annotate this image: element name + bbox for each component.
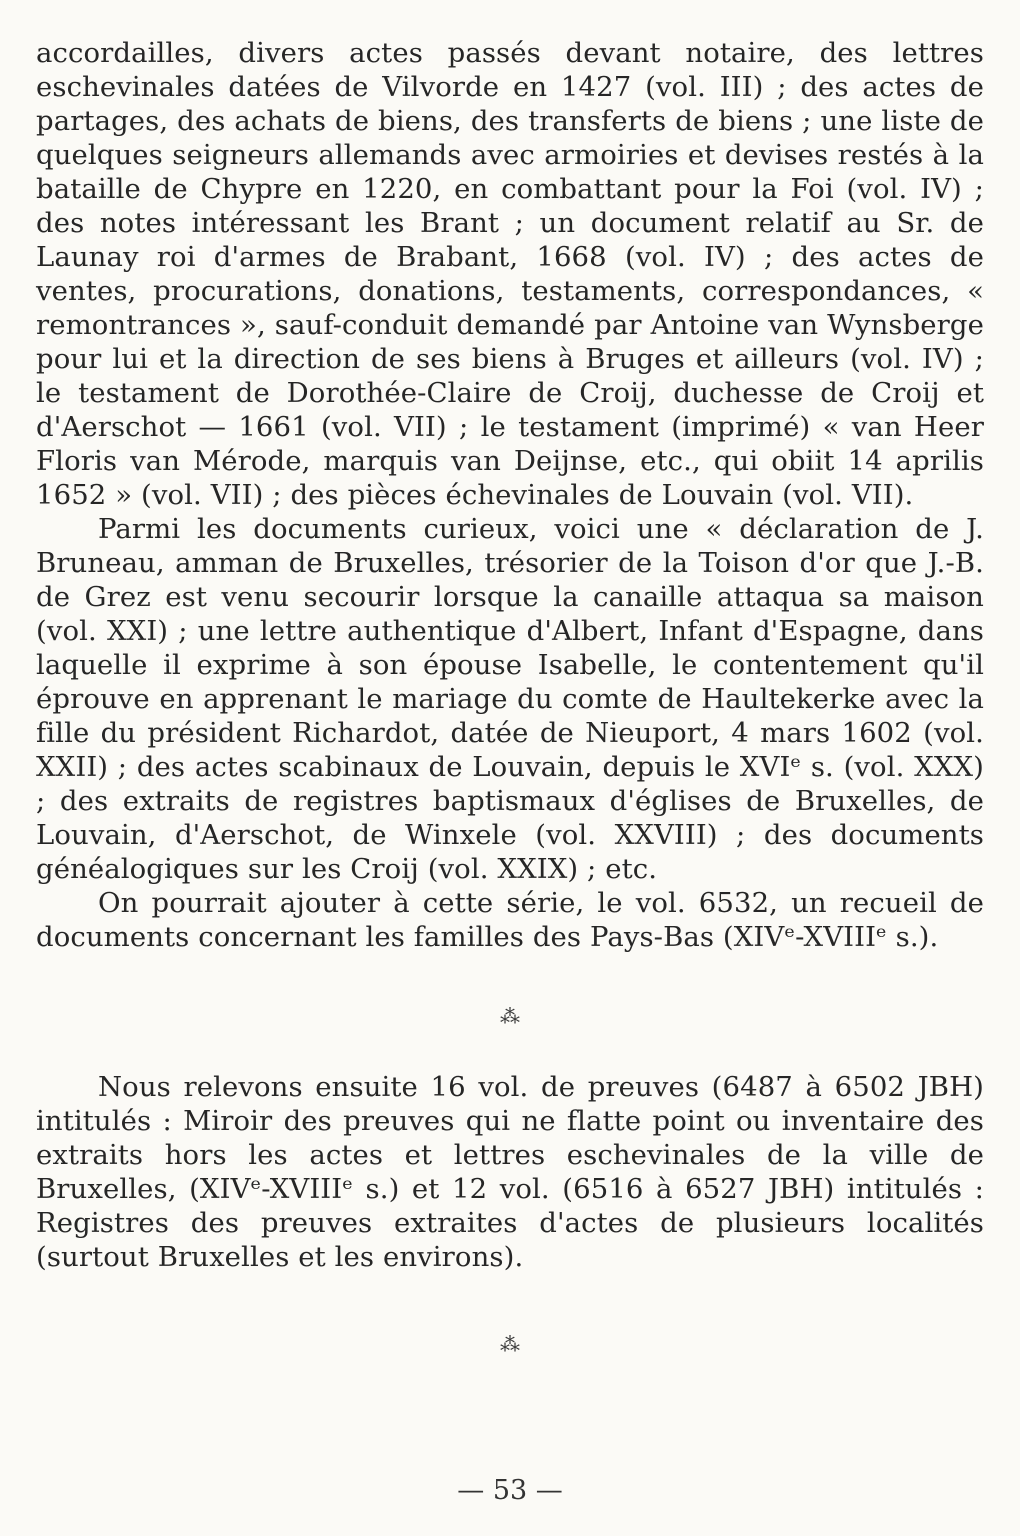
paragraph-3: On pourrait ajouter à cette série, le vol. 6532, un recueil de documents concernant les familles des Pays-Bas (XIVᵉ-XVIIIᵉ s.). bbox=[36, 887, 984, 953]
paragraph-4: Nous relevons ensuite 16 vol. de preuves (6487 à 6502 JBH) intitulés : Miroir des preuves qui ne flatte point ou inventaire des extraits hors les actes et lettres eschevinales de la ville de Bruxelles, (XIVᵉ-XVIIIᵉ s.) et 12 vol. (6516 à 6527 JBH) intitulés : Registres des preuves extraites d'actes de plusieurs localités (surtout Bruxelles et les environs). bbox=[36, 1071, 984, 1273]
paragraph-2: Parmi les documents curieux, voici une « déclaration de J. Bruneau, amman de Bruxelles, trésorier de la Toison d'or que J.-B. de Grez est venu secourir lorsque la canaille attaqua sa maison (vol. XXI) ; une lettre authentique d'Albert, Infant d'Espagne, dans laquelle il exprime à son épouse Isabelle, le contentement qu'il éprouve en apprenant le mariage du comte de Haultekerke avec la fille du président Richardot, datée de Nieuport, 4 mars 1602 (vol. XXII) ; des actes scabinaux de Louvain, depuis le XVIᵉ s. (vol. XXX) ; des extraits de registres baptismaux d'églises de Bruxelles, de Louvain, d'Aerschot, de Winxele (vol. XXVIII) ; des documents généalogiques sur les Croij (vol. XXIX) ; etc. bbox=[36, 513, 984, 885]
page-number: — 53 — bbox=[457, 1475, 563, 1506]
paragraph-1: accordailles, divers actes passés devant notaire, des lettres eschevinales datées de Vilvorde en 1427 (vol. III) ; des actes de partages, des achats de biens, des transferts de biens ; une liste de quelques seigneurs allemands avec armoiries et devises restés à la bataille de Chypre en 1220, en combattant pour la Foi (vol. IV) ; des notes intéressant les Brant ; un document relatif au Sr. de Launay roi d'armes de Brabant, 1668 (vol. IV) ; des actes de ventes, procurations, donations, testaments, correspondances, « remontrances », sauf-conduit demandé par Antoine van Wynsberge pour lui et la direction de ses biens à Bruges et ailleurs (vol. IV) ; le testament de Dorothée-Claire de Croij, duchesse de Croij et d'Aerschot — 1661 (vol. VII) ; le testament (imprimé) « van Heer Floris van Mérode, marquis van Deijnse, etc., qui obiit 14 aprilis 1652 » (vol. VII) ; des pièces échevinales de Louvain (vol. VII). bbox=[36, 37, 984, 511]
asterism-separator-2: ⁂ bbox=[500, 1332, 520, 1356]
page-body bbox=[36, 36, 984, 1354]
asterism-separator-1: ⁂ bbox=[500, 1004, 520, 1028]
